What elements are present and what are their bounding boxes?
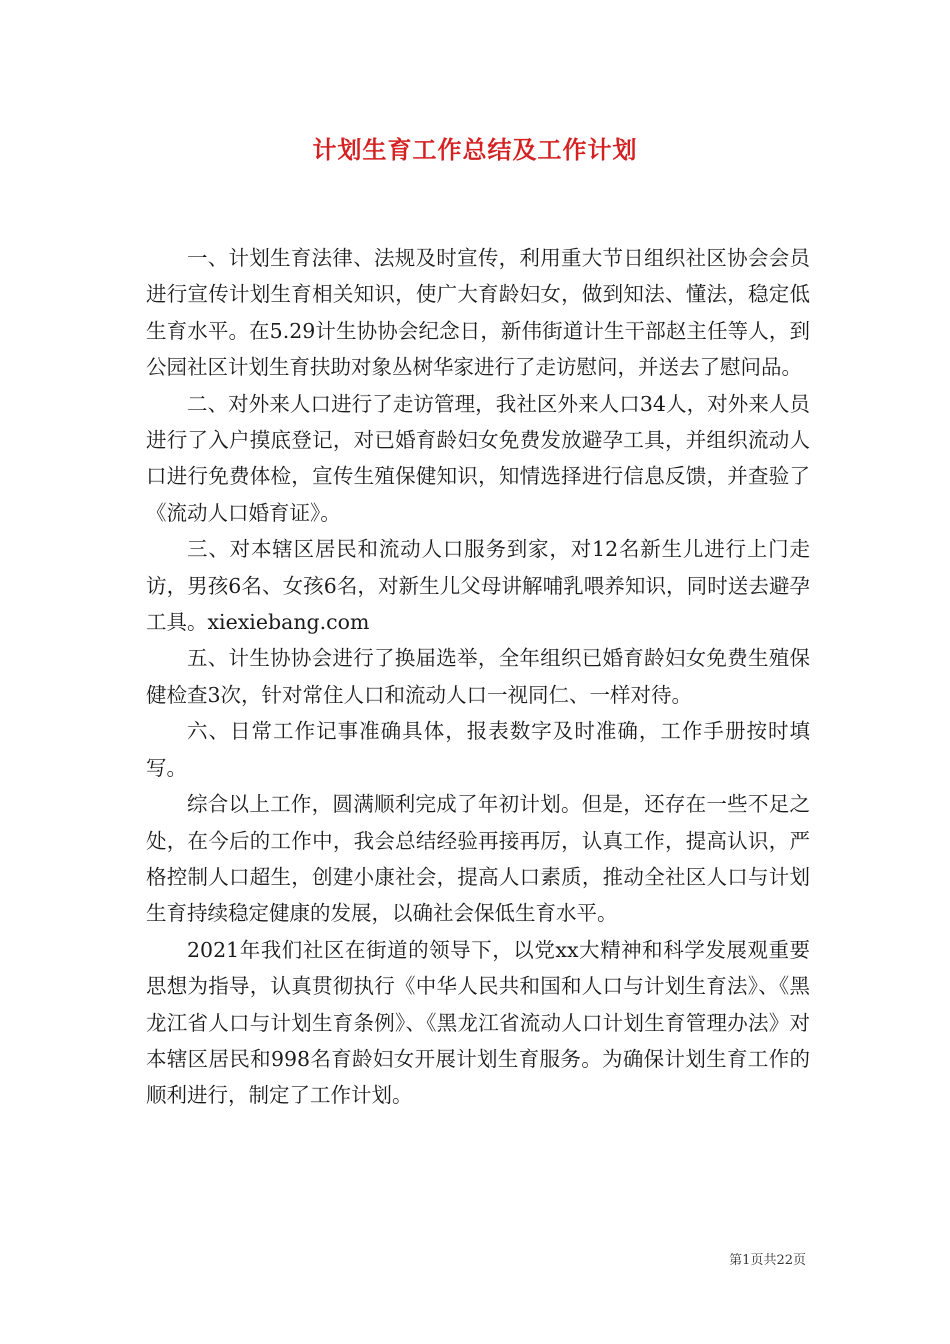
- paragraph-1: 一、计划生育法律、法规及时宣传，利用重大节日组织社区协会会员进行宣传计划生育相关知识，使广大育龄妇女，做到知法、懂法，稳定低生育水平。在5.29计生协协会纪念日，新伟街道计生干部赵主任等人，到公园社区计划生育扶助对象丛树华家进行了走访慰问，并送去了慰问品。: [146, 246, 810, 380]
- paragraph-7: 2021年我们社区在街道的领导下，以党xx大精神和科学发展观重要思想为指导，认真贯彻执行《中华人民共和国和人口与计划生育法》、《黑龙江省人口与计划生育条例》、《黑龙江省流动人口计划生育管理办法》对本辖区居民和998名育龄妇女开展计划生育服务。为确保计划生育工作的顺利进行，制定了工作计划。: [146, 937, 810, 1108]
- paragraph-4: 五、计生协协会进行了换届选举，全年组织已婚育龄妇女免费生殖保健检查3次，针对常住人口和流动人口一视同仁、一样对待。: [146, 646, 810, 707]
- page-title: 计划生育工作总结及工作计划: [312, 135, 638, 164]
- paragraph-3: 三、对本辖区居民和流动人口服务到家，对12名新生儿进行上门走访，男孩6名、女孩6名，对新生儿父母讲解哺乳喂养知识，同时送去避孕工具。xiexiebang.com: [146, 537, 810, 635]
- page-number-label: 第1页共22页: [729, 1253, 806, 1268]
- paragraph-2: 二、对外来人口进行了走访管理，我社区外来人口34人，对外来人员进行了入户摸底登记，对已婚育龄妇女免费发放避孕工具，并组织流动人口进行免费体检，宣传生殖保健知识，知情选择进行信息反馈，并查验了《流动人口婚育证》。: [146, 391, 810, 525]
- paragraph-5: 六、日常工作记事准确具体，报表数字及时准确，工作手册按时填写。: [146, 719, 810, 780]
- page-number: [729, 1249, 806, 1268]
- document-body: [146, 240, 810, 1114]
- paragraph-6: 综合以上工作，圆满顺利完成了年初计划。但是，还存在一些不足之处，在今后的工作中，我会总结经验再接再厉，认真工作，提高认识，严格控制人口超生，创建小康社会，提高人口素质，推动全社区人口与计划生育持续稳定健康的发展，以确社会保低生育水平。: [146, 792, 810, 926]
